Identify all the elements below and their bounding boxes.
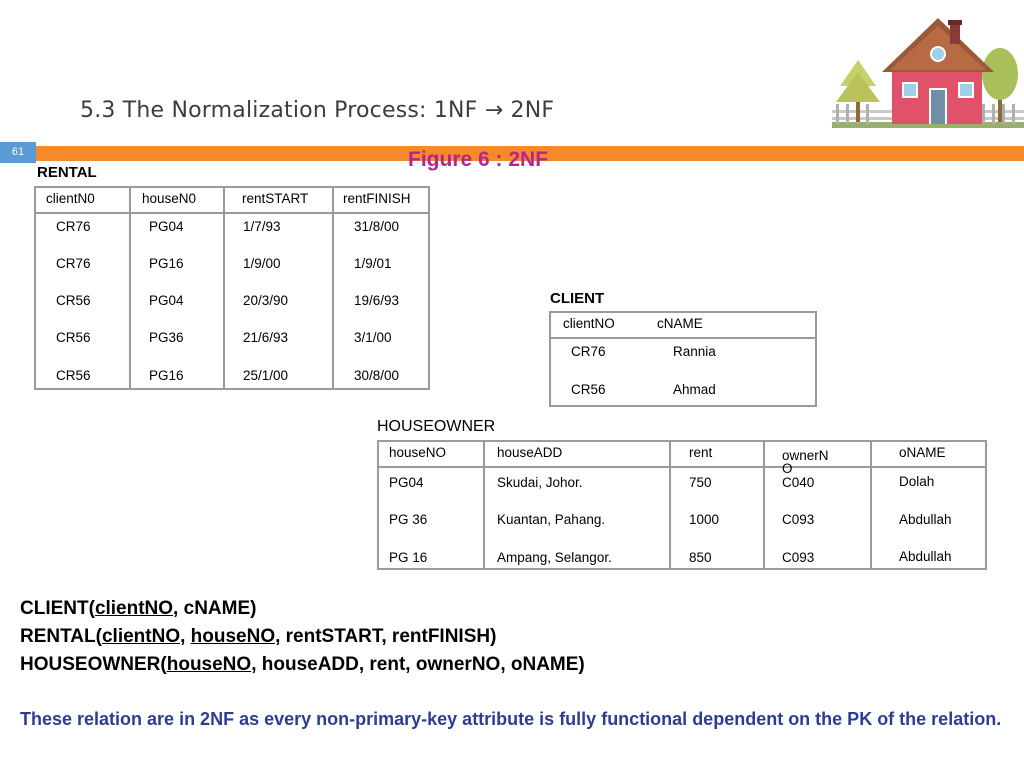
table-cell: 1/7/93 [243,219,281,234]
table-cell: C093 [782,512,815,527]
table-cell: Ahmad [673,382,716,397]
table-cell: 1/9/01 [354,256,392,271]
table-cell: C093 [782,550,815,565]
slide-title: 5.3 The Normalization Process: 1NF → 2NF [80,98,555,123]
table-cell: CR56 [571,382,606,397]
primary-key: houseNO [190,626,276,647]
column-header: cNAME [657,316,703,331]
table-cell: C040 [782,475,815,490]
table-cell: PG16 [149,368,184,383]
column-header: clientN0 [46,191,95,206]
column-header: houseNO [389,445,447,460]
primary-key: clientNO, [101,626,186,647]
primary-key: houseNO [166,654,252,675]
conclusion-note: These relation are in 2NF as every non-primary-key attribute is fully functional dependent on the PK of the relation. [20,709,1002,729]
table-cell: 30/8/00 [354,368,400,383]
table-cell: CR56 [56,330,91,345]
table-cell: PG04 [389,475,424,490]
slide-number: 61 [0,142,36,163]
table-cell: CR56 [56,368,91,383]
houseowner-table-label: HOUSEOWNER [377,418,496,435]
table-cell: 31/8/00 [354,219,400,234]
table-cell: CR56 [56,293,91,308]
table-cell: Rannia [673,344,716,359]
table-cell: Ampang, Selangor. [497,550,612,565]
table-cell: 20/3/90 [243,293,289,308]
schema-client: CLIENT(clientNO, cNAME) [20,598,257,619]
table-cell: 3/1/00 [354,330,392,345]
table-cell: PG 16 [389,550,428,565]
table-cell: Abdullah [899,512,952,527]
column-header: clientNO [563,316,615,331]
table-cell: PG04 [149,293,184,308]
table-cell: PG36 [149,330,184,345]
column-header: houseADD [497,445,563,460]
table-cell: 1/9/00 [243,256,281,271]
rental-table-label: RENTAL [37,164,97,181]
table-cell: 750 [689,475,712,490]
table-cell: Abdullah [899,549,952,564]
table-cell: 21/6/93 [243,330,289,345]
client-table-label: CLIENT [550,290,605,307]
figure-title: Figure 6 : 2NF [408,148,549,171]
column-header: rent [689,445,713,460]
table-cell: PG04 [149,219,184,234]
table-header [379,442,985,468]
column-header: houseN0 [142,191,197,206]
table-cell: Kuantan, Pahang. [497,512,606,527]
table-cell: CR76 [56,256,91,271]
table-cell: 25/1/00 [243,368,289,383]
column-header: rentFINISH [343,191,411,206]
table-cell: Skudai, Johor. [497,475,583,490]
table-cell: CR76 [571,344,606,359]
table-cell: 850 [689,550,712,565]
column-header: oNAME [899,445,946,460]
column-header: ownerN O [782,448,829,476]
schema-rental: RENTAL(clientNO, houseNO, rentSTART, rentFINISH) [20,626,497,647]
house-illustration [832,14,1024,132]
column-header: rentSTART [242,191,309,206]
table-cell: PG 36 [389,512,428,527]
schema-houseowner: HOUSEOWNER(houseNO, houseADD, rent, ownerNO, oNAME) [20,654,585,675]
primary-key: clientNO, [94,598,179,619]
table-cell: 19/6/93 [354,293,400,308]
table-cell: CR76 [56,219,91,234]
table-cell: Dolah [899,474,935,489]
table-cell: PG16 [149,256,184,271]
rental-table [34,186,430,390]
table-cell: 1000 [689,512,720,527]
client-table [549,311,817,407]
houseowner-table [377,440,987,570]
